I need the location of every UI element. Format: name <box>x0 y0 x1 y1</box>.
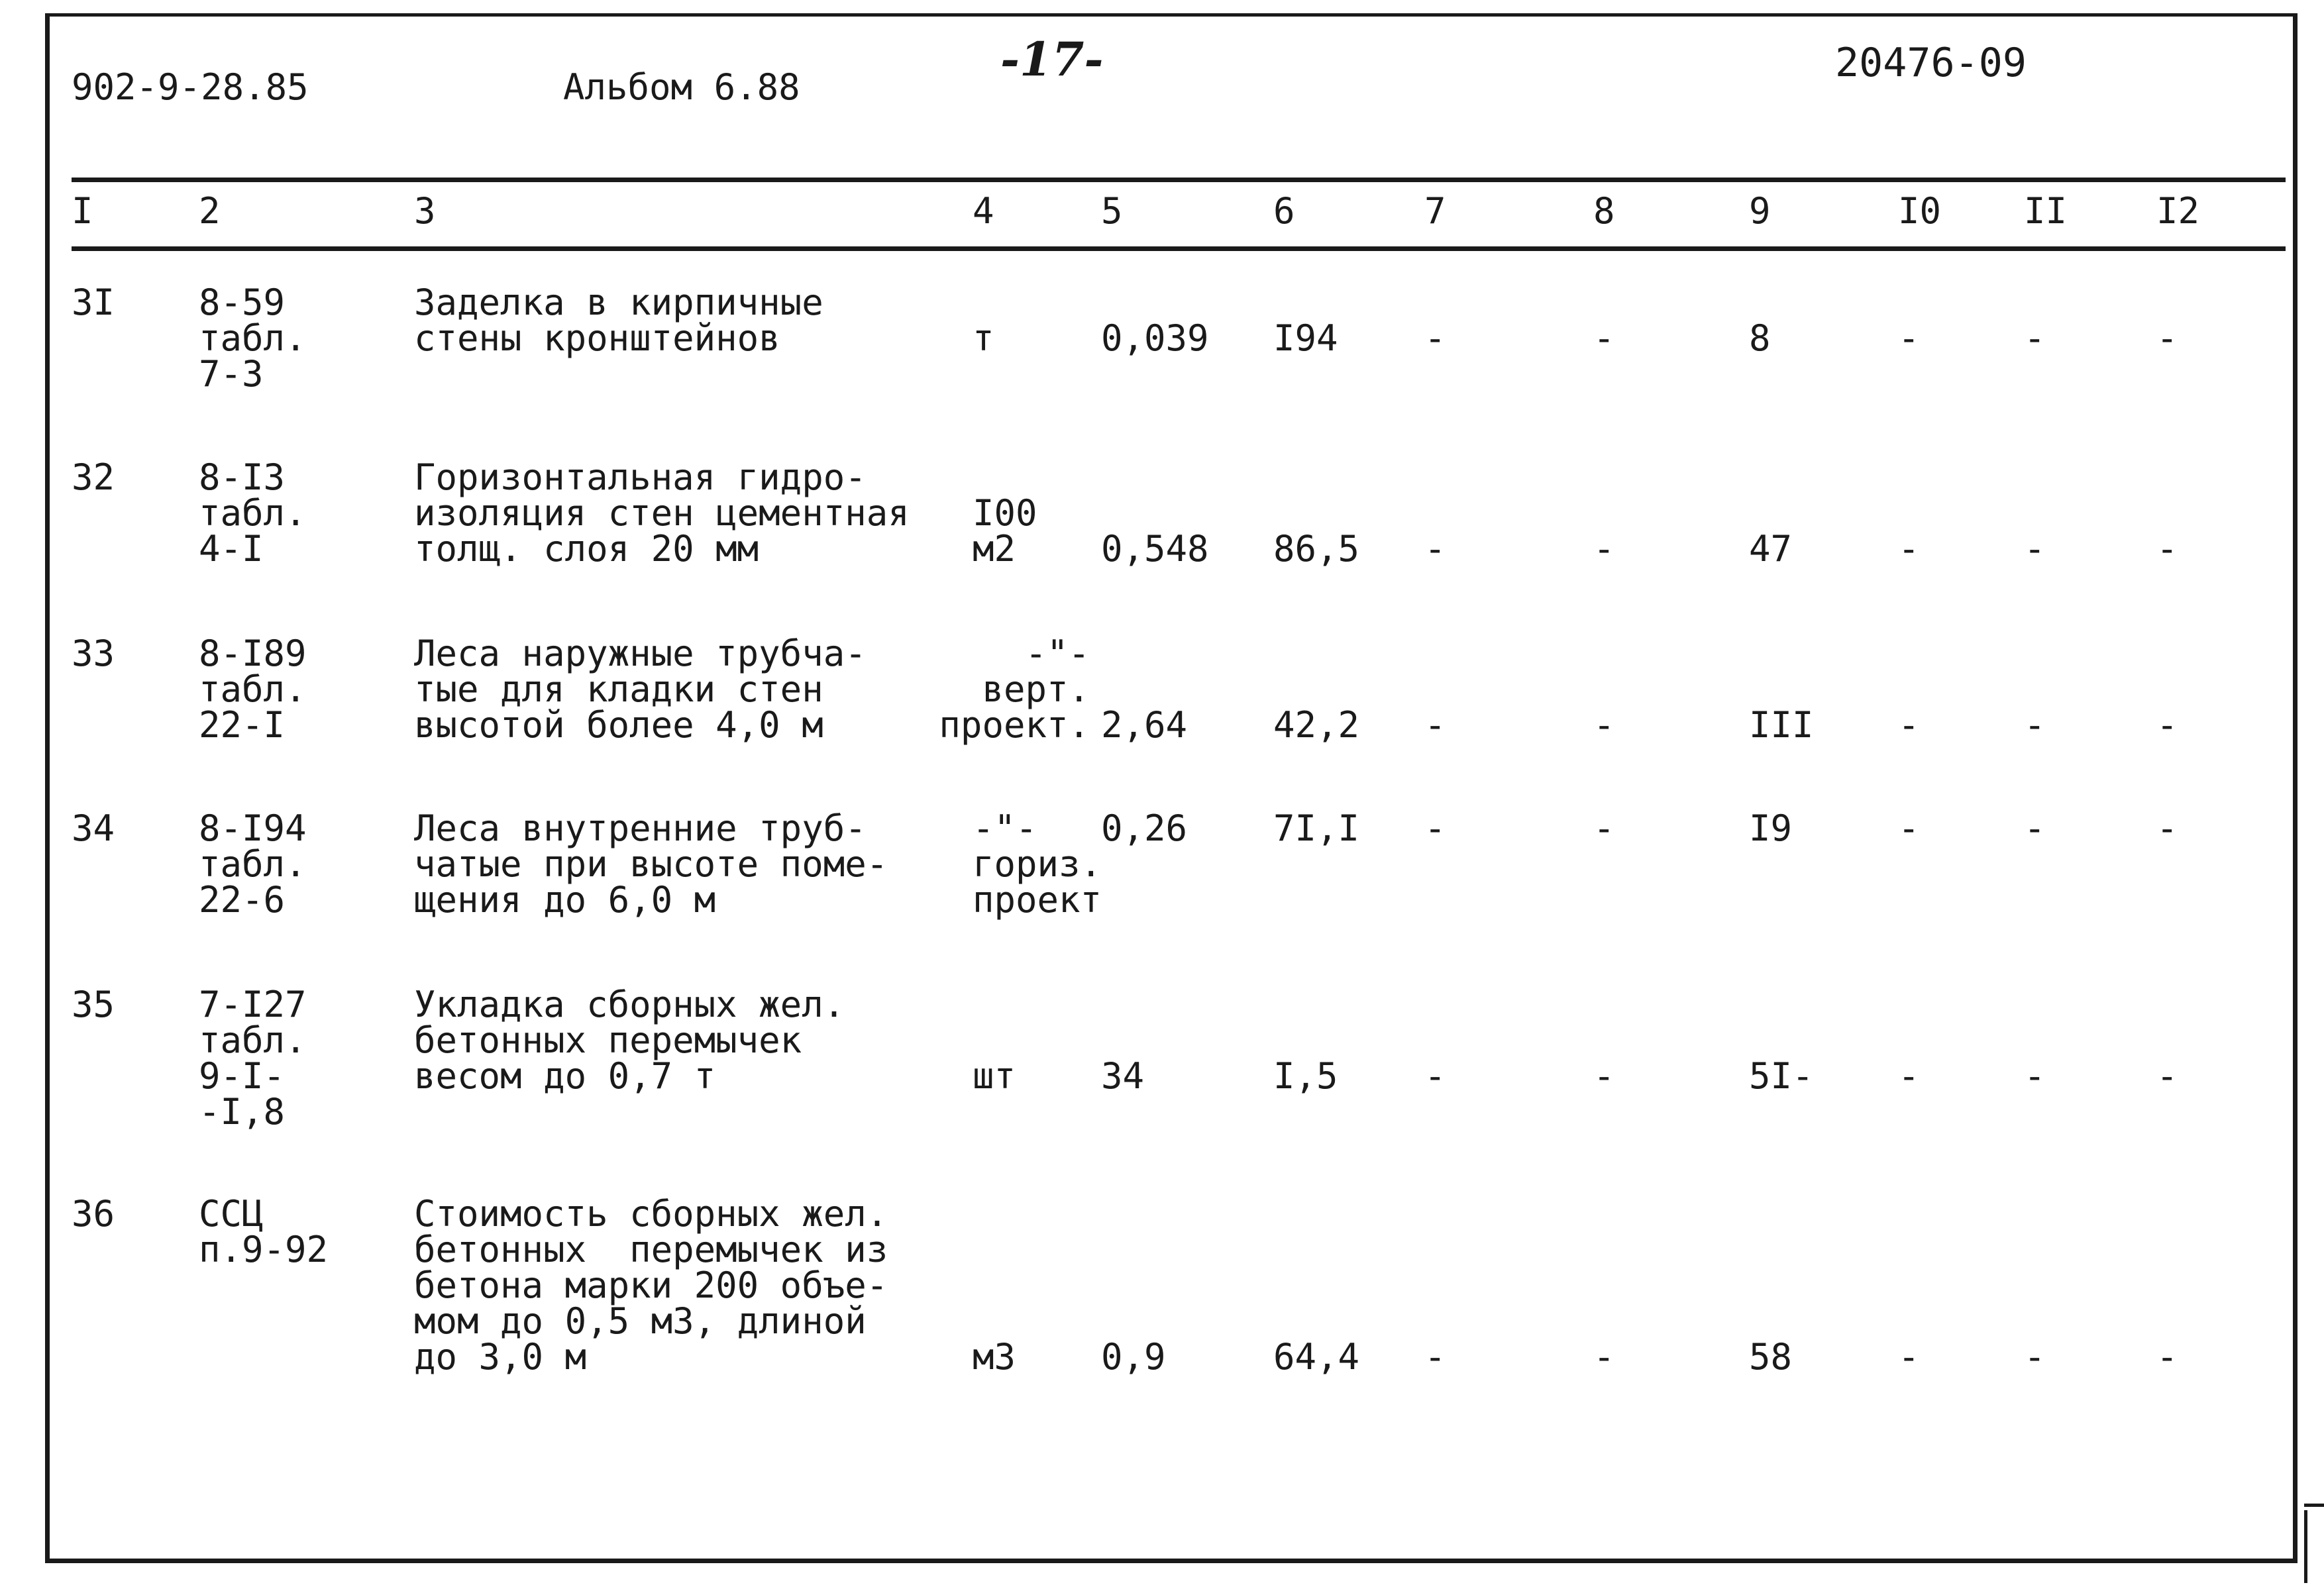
col-9-value: 58 <box>1749 1336 1793 1378</box>
quantity: 0,039 <box>1101 317 1209 359</box>
inventory-number: 20476-09 <box>1835 40 2027 86</box>
row-number: 3I <box>72 282 115 323</box>
col-8-value: - <box>1593 317 1615 359</box>
column-header: 6 <box>1273 190 1295 232</box>
row-number: 34 <box>72 807 115 849</box>
col-8-value: - <box>1593 528 1615 570</box>
col-7-value: - <box>1424 528 1446 570</box>
column-header: 3 <box>414 190 436 232</box>
rate-code: 8-I89 табл. 22-I <box>199 633 307 746</box>
col-12-value: - <box>2156 1336 2178 1378</box>
work-description: Леса внутренние труб- чатые при высоте поме- щения до 6,0 м <box>414 807 888 921</box>
quantity: 0,9 <box>1101 1336 1166 1378</box>
column-header: II <box>2024 190 2068 232</box>
rate-code: 8-I94 табл. 22-6 <box>199 807 307 921</box>
col-8-value: - <box>1593 1055 1615 1097</box>
col-7-value: - <box>1424 1336 1446 1378</box>
col-12-value: - <box>2156 807 2178 849</box>
col-6-value: I,5 <box>1273 1055 1338 1097</box>
col-11-value: - <box>2024 317 2046 359</box>
quantity: 0,26 <box>1101 807 1188 849</box>
col-12-value: - <box>2156 1055 2178 1097</box>
unit: т <box>973 317 994 359</box>
table-top-rule <box>72 178 2286 182</box>
margin-mark <box>2304 1504 2324 1507</box>
quantity: 34 <box>1101 1055 1145 1097</box>
work-description: Заделка в кирпичные стены кронштейнов <box>414 282 823 359</box>
row-number: 35 <box>72 984 115 1025</box>
sheet-border <box>45 13 2298 1563</box>
album-label: Альбом 6.88 <box>563 66 800 108</box>
unit: -"- гориз. проект <box>973 807 1102 921</box>
work-description: Стоимость сборных жел. бетонных перемычек из бетона марки 200 объе- мом до 0,5 м3, длиной до 3,0 м <box>414 1193 888 1378</box>
table-header-rule <box>72 246 2286 251</box>
column-header: I0 <box>1898 190 1942 232</box>
row-number: 33 <box>72 633 115 674</box>
col-11-value: - <box>2024 807 2046 849</box>
column-header: I2 <box>2156 190 2200 232</box>
col-8-value: - <box>1593 807 1615 849</box>
col-7-value: - <box>1424 1055 1446 1097</box>
rate-code: 7-I27 табл. 9-I- -I,8 <box>199 984 307 1133</box>
column-header: 2 <box>199 190 221 232</box>
page-number: -17- <box>1000 32 1104 87</box>
col-10-value: - <box>1898 704 1920 746</box>
col-6-value: 64,4 <box>1273 1336 1360 1378</box>
unit: I00 м2 <box>973 492 1037 570</box>
row-number: 32 <box>72 456 115 498</box>
column-header: I <box>72 190 93 232</box>
row-number: 36 <box>72 1193 115 1235</box>
work-description: Леса наружные трубча- тые для кладки стен высотой более 4,0 м <box>414 633 867 746</box>
col-6-value: I94 <box>1273 317 1338 359</box>
col-11-value: - <box>2024 704 2046 746</box>
col-6-value: 7I,I <box>1273 807 1360 849</box>
column-header: 8 <box>1593 190 1615 232</box>
col-7-value: - <box>1424 807 1446 849</box>
column-header: 9 <box>1749 190 1771 232</box>
col-8-value: - <box>1593 1336 1615 1378</box>
unit: -"- верт. проект. <box>939 633 1090 746</box>
column-header: 4 <box>973 190 994 232</box>
unit: м3 <box>973 1336 1016 1378</box>
col-7-value: - <box>1424 704 1446 746</box>
margin-mark <box>2304 1510 2307 1583</box>
col-9-value: 5I- <box>1749 1055 1814 1097</box>
col-12-value: - <box>2156 528 2178 570</box>
rate-code: 8-I3 табл. 4-I <box>199 456 307 570</box>
col-9-value: 8 <box>1749 317 1771 359</box>
work-description: Укладка сборных жел. бетонных перемычек весом до 0,7 т <box>414 984 845 1097</box>
rate-code: ССЦ п.9-92 <box>199 1193 329 1270</box>
col-12-value: - <box>2156 317 2178 359</box>
rate-code: 8-59 табл. 7-3 <box>199 282 307 395</box>
doc-code: 902-9-28.85 <box>72 66 309 108</box>
col-10-value: - <box>1898 1055 1920 1097</box>
quantity: 2,64 <box>1101 704 1188 746</box>
quantity: 0,548 <box>1101 528 1209 570</box>
column-header: 5 <box>1101 190 1123 232</box>
col-12-value: - <box>2156 704 2178 746</box>
column-header: 7 <box>1424 190 1446 232</box>
col-11-value: - <box>2024 528 2046 570</box>
col-10-value: - <box>1898 807 1920 849</box>
col-6-value: 42,2 <box>1273 704 1360 746</box>
col-10-value: - <box>1898 528 1920 570</box>
col-9-value: III <box>1749 704 1814 746</box>
col-7-value: - <box>1424 317 1446 359</box>
col-11-value: - <box>2024 1336 2046 1378</box>
col-9-value: I9 <box>1749 807 1793 849</box>
col-8-value: - <box>1593 704 1615 746</box>
work-description: Горизонтальная гидро- изоляция стен цементная толщ. слоя 20 мм <box>414 456 910 570</box>
col-6-value: 86,5 <box>1273 528 1360 570</box>
col-9-value: 47 <box>1749 528 1793 570</box>
unit: шт <box>973 1055 1016 1097</box>
col-10-value: - <box>1898 1336 1920 1378</box>
col-11-value: - <box>2024 1055 2046 1097</box>
col-10-value: - <box>1898 317 1920 359</box>
